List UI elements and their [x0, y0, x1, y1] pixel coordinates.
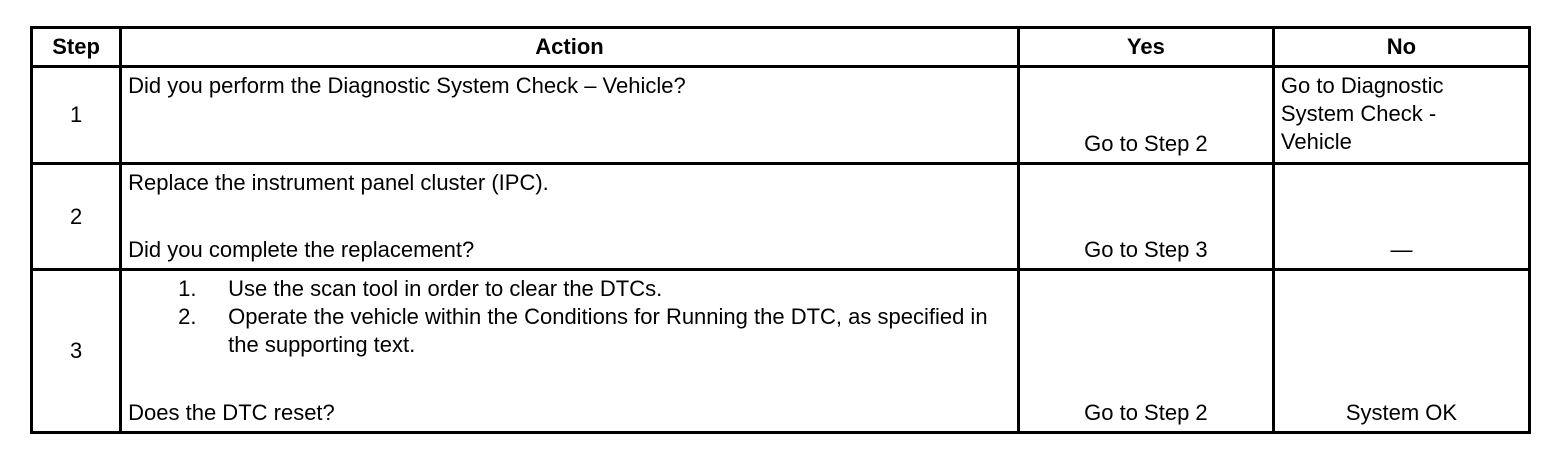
- procedure-list: [128, 275, 1011, 359]
- diagnostic-table: [30, 26, 1531, 434]
- step-number: 3: [32, 270, 121, 433]
- header-action: Action: [121, 28, 1019, 67]
- procedure-number: 1.: [178, 276, 197, 301]
- action-question: Did you perform the Diagnostic System Check – Vehicle?: [128, 73, 686, 98]
- procedure-number: 2.: [178, 304, 197, 329]
- no-line: System Check -: [1280, 101, 1437, 126]
- procedure-text: Operate the vehicle within the Conditions for Running the DTC, as specified in the supporting text.: [228, 304, 988, 357]
- header-step: Step: [32, 28, 121, 67]
- step-number: 2: [32, 164, 121, 270]
- procedure-item: [128, 303, 1011, 359]
- no-cell: —: [1273, 164, 1529, 270]
- yes-cell: Go to Step 2: [1018, 270, 1273, 433]
- action-cell: [121, 67, 1019, 164]
- yes-cell: Go to Step 3: [1018, 164, 1273, 270]
- no-cell: System OK: [1273, 270, 1529, 433]
- action-instruction: Replace the instrument panel cluster (IPC).: [128, 170, 549, 195]
- table-row: [32, 67, 1530, 164]
- action-question: Does the DTC reset?: [128, 400, 335, 425]
- header-yes: Yes: [1018, 28, 1273, 67]
- no-line: Go to Diagnostic: [1280, 73, 1444, 98]
- no-cell: [1273, 67, 1529, 164]
- procedure-text: Use the scan tool in order to clear the DTCs.: [228, 276, 663, 301]
- action-question: Did you complete the replacement?: [128, 237, 475, 262]
- table-row: [32, 270, 1530, 433]
- action-cell: [121, 270, 1019, 433]
- header-no: No: [1273, 28, 1529, 67]
- table-row: [32, 164, 1530, 270]
- step-number: 1: [32, 67, 121, 164]
- procedure-item: [128, 275, 1011, 303]
- action-cell: [121, 164, 1019, 270]
- yes-cell: Go to Step 2: [1018, 67, 1273, 164]
- no-line: Vehicle: [1280, 129, 1352, 154]
- header-row: [32, 28, 1530, 67]
